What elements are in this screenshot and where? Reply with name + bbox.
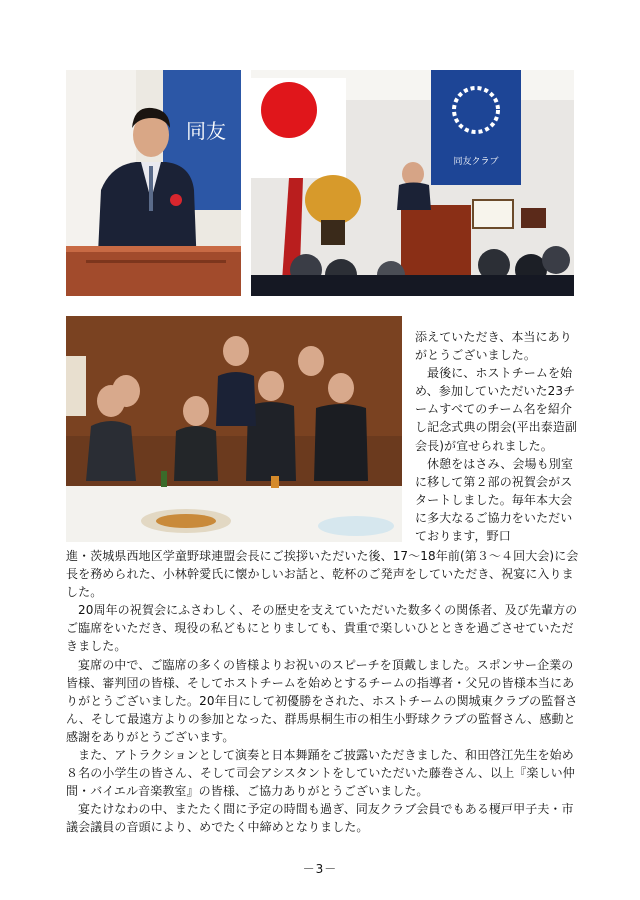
paragraph: また、アトラクションとして演奏と日本舞踊をご披露いただきました、和田啓江先生を始め８名の小学生の皆さん、そして司会アシスタントをしていただいた藤巻さん、以上『楽しい仲間・バイエル音楽教室』の皆様、ご協力ありがとうございました。 (66, 748, 575, 799)
body-text (66, 547, 582, 837)
ceremony-photo (251, 70, 574, 296)
paragraph: 宴たけなわの中、またたく間に予定の時間も過ぎ、同友クラブ会員でもある榎戸甲子夫・市議会議員の音頭により、めでたく中締めとなりました。 (66, 802, 574, 835)
paragraph-continuation: 進・茨城県西地区学童野球連盟会長にご挨拶いただいた後、17～18年前(第３～４回大会)に会長を務められた、小林幹愛氏に懐かしいお話と、乾杯のご発声をしていただき、祝宴に入りました。 (66, 549, 579, 600)
paragraph: 宴席の中で、ご臨席の多くの皆様よりお祝いのスピーチを頂戴しました。スポンサー企業の皆様、審判団の皆様、そしてホストチームを始めとするチームの指導者・父兄の皆様本当にありがとうございました。20年目にして初優勝をされた、ホストチームの関城東クラブの監督さん、そして最遠方よりの参加となった、群馬県桐生市の相生小野球クラブの監督さん、感動と感謝をありがとうございます。 (66, 657, 578, 744)
speaker-photo (66, 70, 241, 296)
paragraph: 休憩をはさみ、会場も別室に移して第２部の祝賀会がスタートしました。毎年本大会に多大なるご協力をいただいております，野口 (415, 456, 573, 544)
banner-text: 同友 (186, 119, 226, 143)
banner-text: 同友クラブ (453, 157, 499, 167)
side-text-column (415, 328, 579, 545)
page-number: －3－ (302, 862, 338, 876)
paragraph: 最後に、ホストチームを始め、参加していただいた23チームすべてのチーム名を紹介し記念式典の閉会(平出泰造副会長)が宣せられました。 (415, 366, 578, 453)
paragraph: 添えていただき、本当にありがとうございました。 (415, 330, 572, 363)
paragraph: 20周年の祝賀会にふさわしく、その歴史を支えていただいた数多くの関係者、及び先輩方のご臨席をいただき、現役の私どもにとりましても、貴重で楽しいひとときを過ごさせていただきました。 (66, 603, 578, 654)
group-photo (66, 316, 402, 542)
